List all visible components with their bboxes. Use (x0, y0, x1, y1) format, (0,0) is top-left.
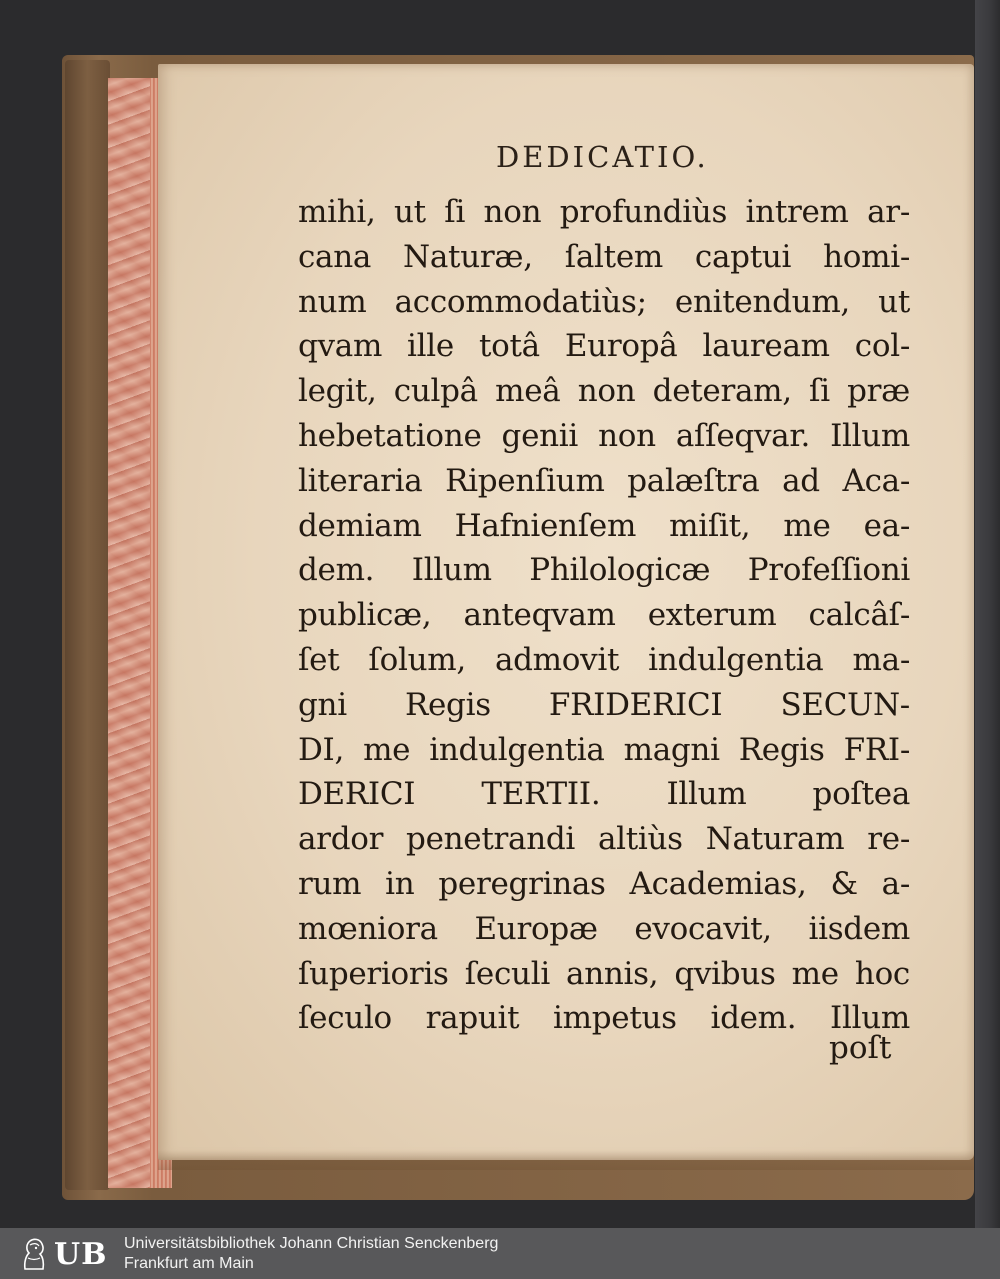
running-head: DEDICATIO. (496, 140, 709, 174)
text-line: DI, me indulgentia magni Regis FRI- (298, 731, 910, 768)
text-line: ardor penetrandi altiùs Naturam re- (298, 821, 910, 858)
text-line: rum in peregrinas Academias, & a- (298, 865, 910, 902)
body-text (298, 190, 910, 1041)
text-line: ſet ſolum, admovit indulgentia ma- (298, 641, 910, 678)
text-line: cana Naturæ, ſaltem captui homi- (298, 238, 910, 275)
senckenberg-portrait-icon (16, 1236, 50, 1272)
text-line: hebetatione genii non aſſeqvar. Illum (298, 417, 910, 454)
text-line: demiam Hafnienſem miſit, me ea- (298, 507, 910, 544)
text-line: dem. Illum Philologicæ Profeſſioni (298, 552, 910, 589)
text-line: qvam ille totâ Europâ lauream col- (298, 328, 910, 365)
footer-bar (0, 1228, 1000, 1279)
text-line: ſeculo rapuit impetus idem. Illum (298, 1000, 910, 1037)
facing-page-edge (975, 0, 1000, 1228)
text-line: literaria Ripenſium palæſtra ad Aca- (298, 462, 910, 499)
logo-text: UB (54, 1236, 108, 1272)
book-spine (65, 60, 110, 1190)
text-line: gni Regis FRIDERICI SECUN- (298, 686, 910, 723)
institution-name[interactable] (124, 1234, 498, 1274)
text-line: mœniora Europæ evocavit, iisdem (298, 910, 910, 947)
text-line: publicæ, anteqvam exterum calcâſ- (298, 597, 910, 634)
page-shadow (158, 1150, 974, 1170)
text-line: legit, culpâ meâ non deteram, ſi præ (298, 373, 910, 410)
text-line: ſuperioris ſeculi annis, qvibus me hoc (298, 955, 910, 992)
text-line: DERICI TERTII. Illum poſtea (298, 776, 910, 813)
text-line: mihi, ut ſi non profundiùs intrem ar- (298, 194, 910, 230)
catchword: poſt (829, 1030, 892, 1066)
institution-line-1: Universitätsbibliothek Johann Christian Senckenberg (124, 1235, 499, 1252)
library-logo[interactable] (16, 1235, 114, 1273)
institution-line-2: Frankfurt am Main (124, 1255, 254, 1272)
text-line: num accommodatiùs; enitendum, ut (298, 283, 910, 320)
